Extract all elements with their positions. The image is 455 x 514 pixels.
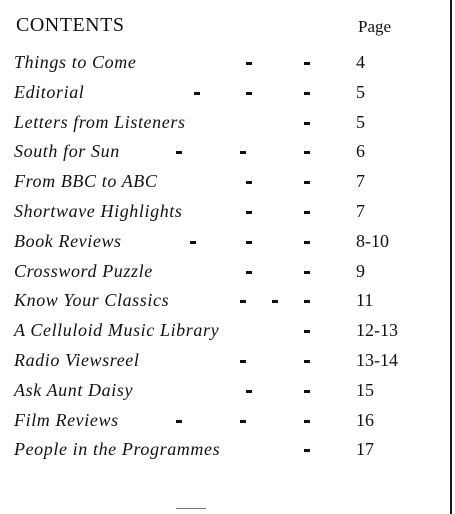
page-column-heading: Page bbox=[358, 17, 392, 36]
leader-dash bbox=[240, 151, 246, 154]
leader-dash bbox=[304, 92, 310, 95]
entry-title: Know Your Classics bbox=[14, 290, 170, 311]
leader-dash bbox=[240, 360, 246, 363]
bottom-rule-fragment bbox=[176, 508, 206, 509]
entry-title: South for Sun bbox=[14, 141, 120, 162]
leader-dash bbox=[240, 420, 246, 423]
leader-dash bbox=[304, 151, 310, 154]
leader-dash bbox=[304, 211, 310, 214]
leader-dash bbox=[246, 211, 252, 214]
leader-dash bbox=[246, 390, 252, 393]
leader-dash bbox=[246, 92, 252, 95]
entry-title: Things to Come bbox=[14, 52, 137, 72]
entry-page-number: 7 bbox=[356, 171, 365, 192]
entry-page-number: 17 bbox=[356, 439, 374, 460]
entry-page-number: 8-10 bbox=[356, 230, 389, 251]
entry-title: Letters from Listeners bbox=[14, 111, 186, 132]
contents-entry bbox=[14, 350, 434, 380]
leader-dash bbox=[304, 62, 310, 65]
contents-entry bbox=[14, 82, 434, 112]
leader-dash bbox=[246, 271, 252, 274]
entry-page-number: 6 bbox=[356, 141, 365, 162]
leader-dash bbox=[304, 449, 310, 452]
entry-title: From BBC to ABC bbox=[14, 171, 158, 192]
leader-dash bbox=[304, 300, 310, 303]
leader-dash bbox=[176, 151, 182, 154]
leader-dash bbox=[246, 241, 252, 244]
entry-title: Ask Aunt Daisy bbox=[14, 379, 134, 400]
leader-dash bbox=[304, 181, 310, 184]
entry-title: Editorial bbox=[14, 81, 85, 102]
entry-page-number: 12-13 bbox=[356, 320, 398, 341]
entry-page-number: 13-14 bbox=[356, 349, 398, 370]
contents-entry bbox=[14, 171, 434, 201]
entry-page-number: 9 bbox=[356, 260, 365, 281]
contents-header bbox=[16, 14, 416, 40]
entry-title: Film Reviews bbox=[14, 409, 119, 430]
entry-page-number: 5 bbox=[356, 111, 365, 132]
contents-entry bbox=[14, 141, 434, 171]
entry-title: Radio Viewsreel bbox=[14, 349, 140, 370]
entry-page-number: 16 bbox=[356, 409, 374, 430]
leader-dash bbox=[304, 330, 310, 333]
leader-dash bbox=[304, 122, 310, 125]
contents-entry bbox=[14, 380, 434, 410]
contents-entry bbox=[14, 320, 434, 350]
contents-entry bbox=[14, 201, 434, 231]
contents-entry bbox=[14, 52, 434, 82]
entry-title: Crossword Puzzle bbox=[14, 260, 153, 281]
leader-dash bbox=[190, 241, 196, 244]
leader-dash bbox=[246, 62, 252, 65]
entry-page-number: 5 bbox=[356, 81, 365, 102]
leader-dash bbox=[304, 241, 310, 244]
entry-page-number: 11 bbox=[356, 290, 374, 311]
entry-title: People in the Programmes bbox=[14, 439, 221, 460]
contents-list bbox=[14, 52, 434, 469]
leader-dash bbox=[304, 271, 310, 274]
entry-page-number: 15 bbox=[356, 379, 374, 400]
column-rule bbox=[450, 0, 452, 514]
leader-dash bbox=[304, 360, 310, 363]
leader-dash bbox=[272, 300, 278, 303]
leader-dash bbox=[194, 92, 200, 95]
entry-title: Shortwave Highlights bbox=[14, 200, 183, 221]
leader-dash bbox=[240, 300, 246, 303]
entry-page-number: 7 bbox=[356, 200, 365, 221]
contents-entry bbox=[14, 231, 434, 261]
leader-dash bbox=[176, 420, 182, 423]
leader-dash bbox=[304, 390, 310, 393]
contents-heading: CONTENTS bbox=[16, 14, 125, 36]
contents-entry bbox=[14, 439, 434, 469]
leader-dash bbox=[246, 181, 252, 184]
contents-entry bbox=[14, 112, 434, 142]
entry-title: A Celluloid Music Library bbox=[14, 320, 220, 341]
contents-entry bbox=[14, 410, 434, 440]
entry-title: Book Reviews bbox=[14, 230, 122, 251]
contents-entry bbox=[14, 261, 434, 291]
leader-dash bbox=[304, 420, 310, 423]
contents-entry bbox=[14, 290, 434, 320]
entry-page-number: 4 bbox=[356, 52, 365, 72]
